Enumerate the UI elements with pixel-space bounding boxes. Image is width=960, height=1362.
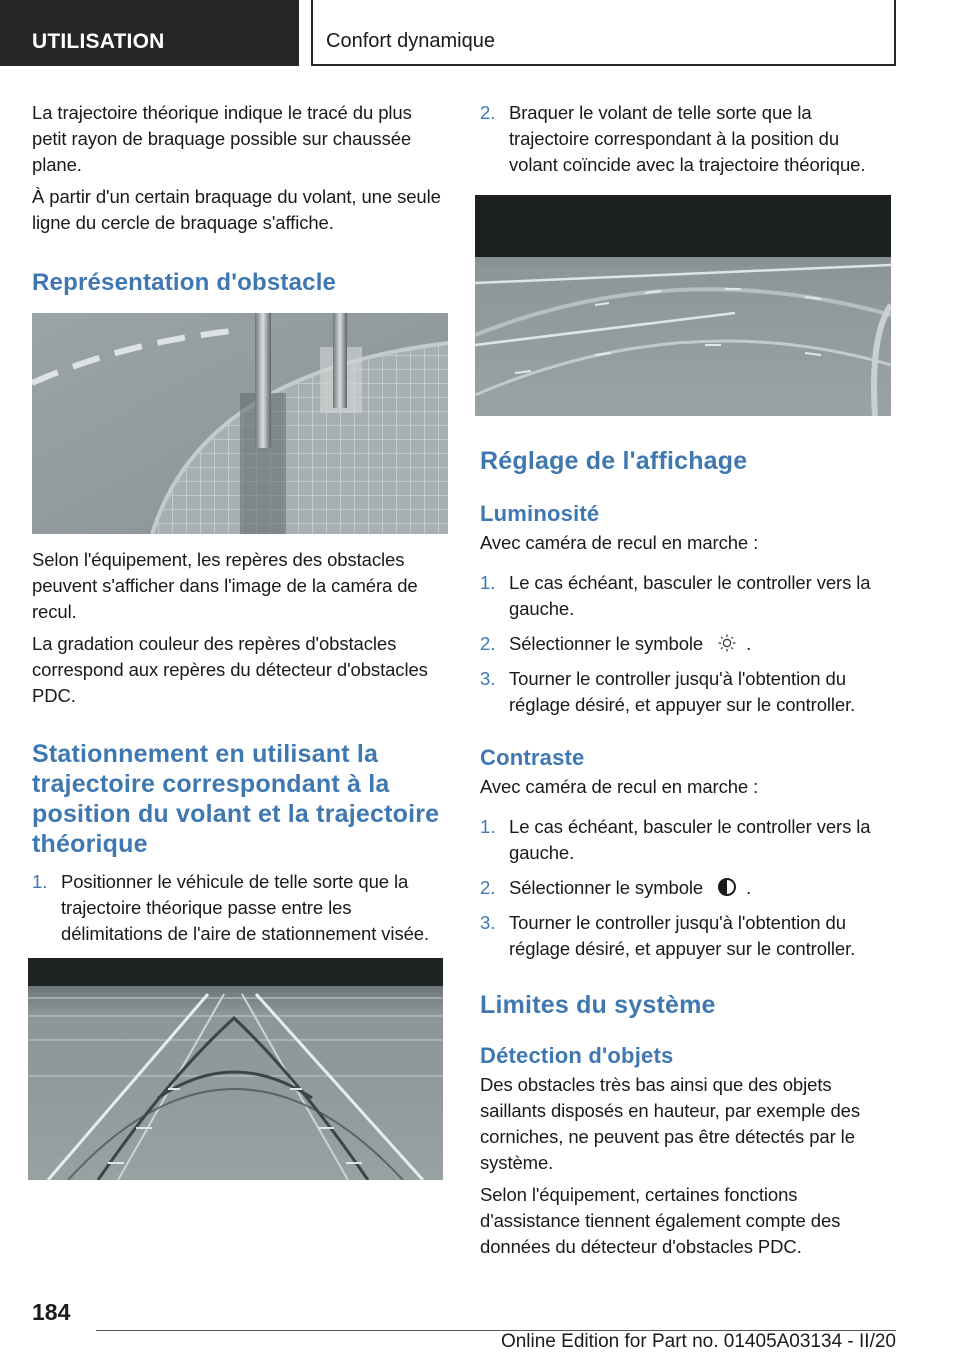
step-1 bbox=[32, 869, 448, 947]
step-text: Braquer le volant de telle sorte que la trajectoire correspondant à la position du volant coïncide avec la trajectoire théorique. bbox=[509, 102, 866, 175]
step-text: Sélectionner le symbole bbox=[509, 877, 704, 898]
step-2 bbox=[480, 100, 892, 178]
heading-parking: Stationnement en utilisant la trajectoire correspondant à la position du volant et la trajectoire théorique bbox=[32, 740, 440, 858]
paragraph: La gradation couleur des repères d'obstacles correspond aux repères du détecteur d'obstacles PDC. bbox=[32, 633, 428, 706]
step-number: 3. bbox=[480, 912, 496, 933]
chapter-title: Confort dynamique bbox=[326, 30, 495, 52]
step-text: Le cas échéant, basculer le controller vers la gauche. bbox=[509, 572, 871, 619]
step-text: Tourner le controller jusqu'à l'obtention du réglage désiré, et appuyer sur le controller. bbox=[509, 912, 856, 959]
section-tab bbox=[0, 0, 299, 66]
paragraph: Selon l'équipement, les repères des obstacles peuvent s'afficher dans l'image de la caméra de recul. bbox=[32, 549, 418, 622]
step-text: Positionner le véhicule de telle sorte que la trajectoire théorique passe entre les délimitations de l'aire de stationnement visée. bbox=[61, 871, 430, 944]
step-number: 2. bbox=[480, 877, 496, 898]
aligned-trajectory-image bbox=[475, 195, 891, 416]
heading-limits: Limites du système bbox=[480, 991, 716, 1019]
contrast-icon bbox=[712, 876, 742, 898]
step-text: Tourner le controller jusqu'à l'obtention du réglage désiré, et appuyer sur le controller. bbox=[509, 668, 856, 715]
contrast-step-1 bbox=[480, 814, 892, 866]
step-number: 2. bbox=[480, 633, 496, 654]
brightness-step-3 bbox=[480, 666, 892, 718]
paragraph: Avec caméra de recul en marche : bbox=[480, 532, 759, 553]
sun-brightness-icon bbox=[712, 632, 742, 654]
step-number: 2. bbox=[480, 102, 496, 123]
brightness-step-1 bbox=[480, 570, 892, 622]
parking-trajectory-image bbox=[28, 958, 443, 1180]
brightness-step-2 bbox=[480, 631, 892, 657]
step-number: 1. bbox=[480, 572, 496, 593]
paragraph: La trajectoire théorique indique le tracé du plus petit rayon de braquage possible sur chaussée plane. bbox=[32, 102, 412, 175]
contrast-step-2 bbox=[480, 875, 892, 901]
heading-obstacle: Représentation d'obstacle bbox=[32, 269, 337, 296]
left-column bbox=[32, 100, 448, 956]
paragraph: Avec caméra de recul en marche : bbox=[480, 776, 759, 797]
right-column bbox=[480, 100, 892, 1266]
step-number: 1. bbox=[480, 816, 496, 837]
heading-detection: Détection d'objets bbox=[480, 1043, 674, 1068]
heading-contrast: Contraste bbox=[480, 745, 585, 770]
page-number: 184 bbox=[32, 1299, 71, 1325]
chapter-tab bbox=[311, 0, 896, 66]
section-title: UTILISATION bbox=[32, 30, 165, 53]
step-text: Le cas échéant, basculer le controller vers la gauche. bbox=[509, 816, 871, 863]
paragraph: À partir d'un certain braquage du volant, une seule ligne du cercle de braquage s'affiche. bbox=[32, 186, 441, 233]
obstacle-camera-image bbox=[32, 313, 448, 534]
step-number: 3. bbox=[480, 668, 496, 689]
paragraph: Selon l'équipement, certaines fonctions d'assistance tiennent également compte des données du détecteur d'obstacles PDC. bbox=[480, 1184, 841, 1257]
edition-note: Online Edition for Part no. 01405A03134 - II/20 bbox=[500, 1331, 896, 1352]
contrast-step-3 bbox=[480, 910, 892, 962]
step-text-end: . bbox=[746, 877, 752, 898]
paragraph: Des obstacles très bas ainsi que des objets saillants disposés en hauteur, par exemple des corniches, ne peuvent pas être détectés par le système. bbox=[480, 1074, 861, 1173]
step-text: Sélectionner le symbole bbox=[509, 633, 704, 654]
step-number: 1. bbox=[32, 871, 48, 892]
heading-display: Réglage de l'affichage bbox=[480, 447, 748, 475]
step-text-end: . bbox=[746, 633, 752, 654]
heading-brightness: Luminosité bbox=[480, 501, 600, 526]
